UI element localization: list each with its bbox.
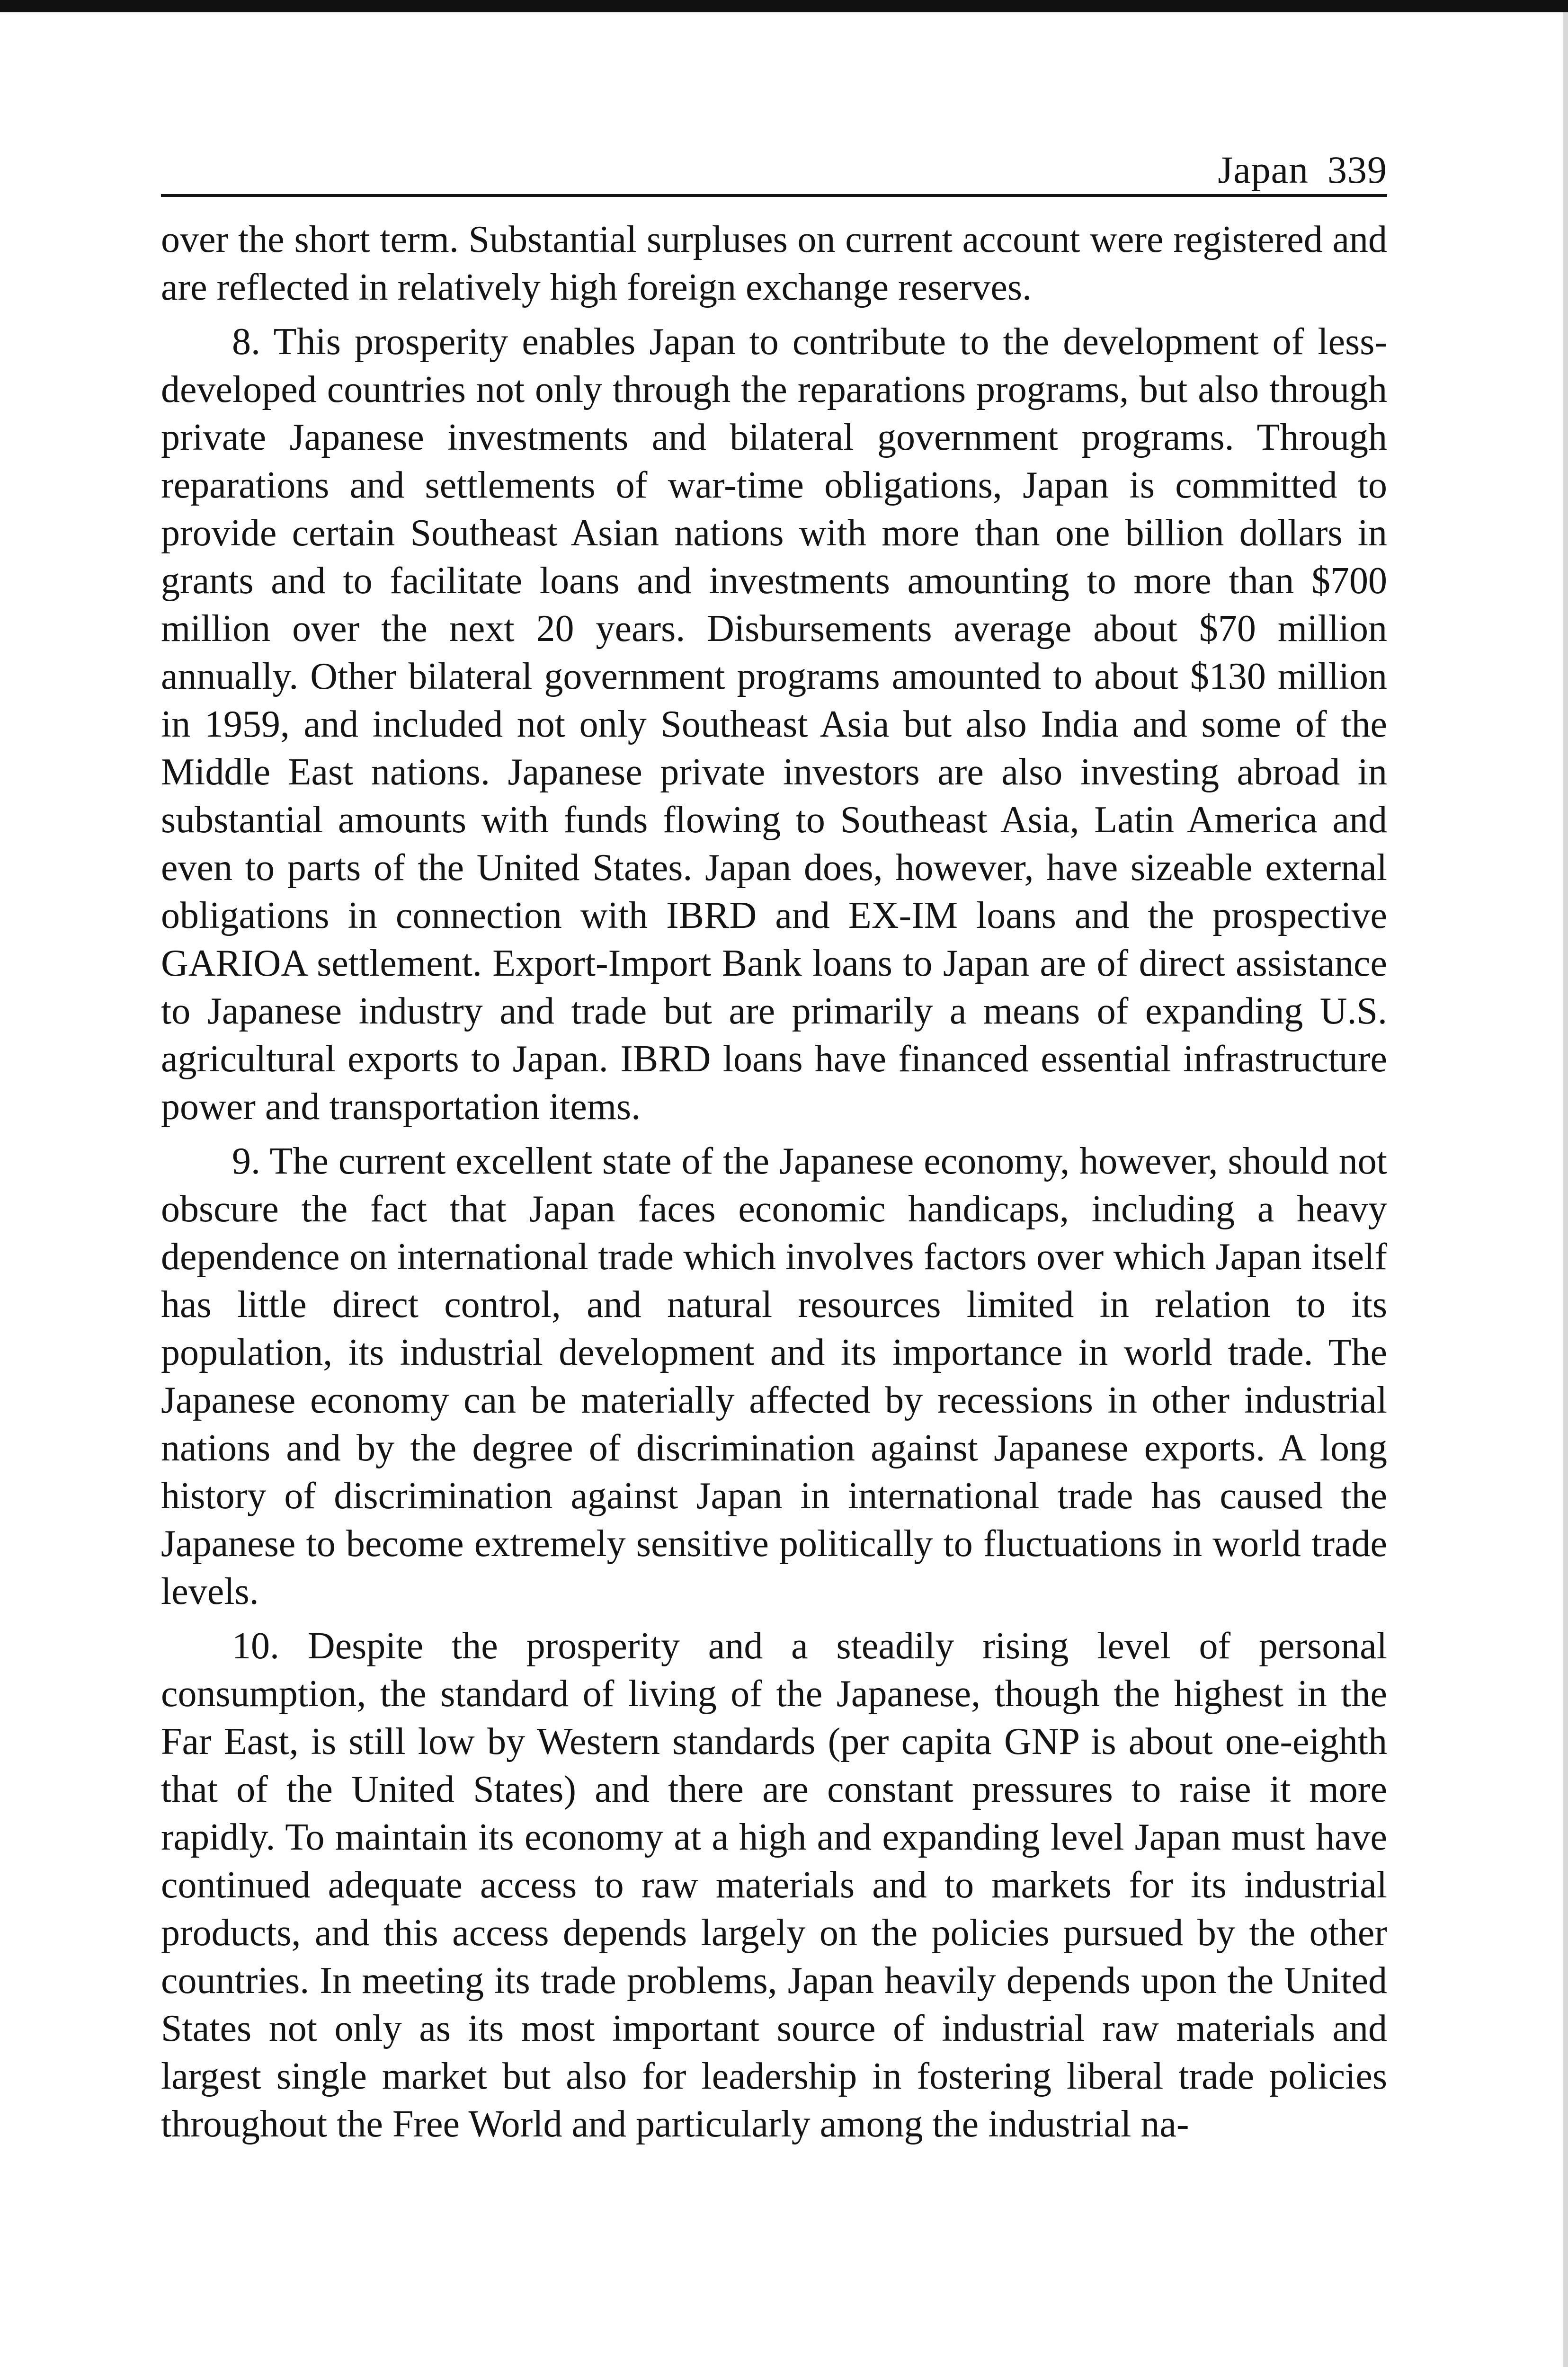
running-head-title: Japan bbox=[1218, 148, 1309, 191]
paragraph-9: 9. The current excellent state of the Japanese economy, however, should not obscure the fact that Japan faces economic handicaps, including a heavy dependence on international trade which involves factors over which Japan itself has little direct control, and natural resources limited in relation to its population, its industrial development and its importance in world trade. The Japanese economy can be materially affected by recessions in other industrial nations and by the degree of discrimination against Japanese exports. A long history of discrimination against Japan in international trade has caused the Japanese to become extremely sensitive politically to fluctuations in world trade levels. bbox=[161, 1140, 1387, 1612]
scan-top-edge bbox=[0, 0, 1568, 12]
running-head bbox=[161, 137, 1387, 197]
paragraph-10: 10. Despite the prosperity and a steadily rising level of personal consumption, the standard of living of the Japanese, though the highest in the Far East, is still low by Western standards (per capita GNP is about one-eighth that of the United States) and there are constant pressures to raise it more rapidly. To maintain its economy at a high and expanding level Japan must have continued adequate access to raw materials and to markets for its industrial products, and this access depends largely on the policies pursued by the other countries. In meeting its trade problems, Japan heavily depends upon the United States not only as its most important source of industrial raw materials and largest single market but also for leadership in fostering liberal trade policies throughout the Free World and particularly among the industrial na- bbox=[161, 1625, 1387, 2145]
paragraph-8: 8. This prosperity enables Japan to contribute to the development of less-developed countries not only through the reparations programs, but also through private Japanese investments and bilateral government programs. Through reparations and settlements of war-time obligations, Japan is committed to provide certain Southeast Asian nations with more than one billion dollars in grants and to facilitate loans and investments amounting to more than $700 million over the next 20 years. Disbursements average about $70 million annually. Other bilateral government programs amounted to about $130 million in 1959, and included not only Southeast Asia but also India and some of the Middle East nations. Japanese private investors are also investing abroad in substantial amounts with funds flowing to Southeast Asia, Latin America and even to parts of the United States. Japan does, however, have sizeable external obligations in connection with IBRD and EX-IM loans and the prospective GARIOA settlement. Export-Import Bank loans to Japan are of direct assistance to Japanese industry and trade but are primarily a means of expanding U.S. agricultural exports to Japan. IBRD loans have financed essential infrastructure power and transportation items. bbox=[161, 321, 1387, 1128]
scan-right-edge bbox=[1563, 12, 1568, 2367]
document-page bbox=[161, 137, 1387, 2148]
page-number: 339 bbox=[1327, 148, 1387, 191]
paragraph-continued: over the short term. Substantial surpluses on current account were registered and are reflected in relatively high foreign exchange reserves. bbox=[161, 219, 1387, 308]
running-head-text bbox=[1218, 148, 1387, 191]
body-text bbox=[161, 216, 1387, 2148]
